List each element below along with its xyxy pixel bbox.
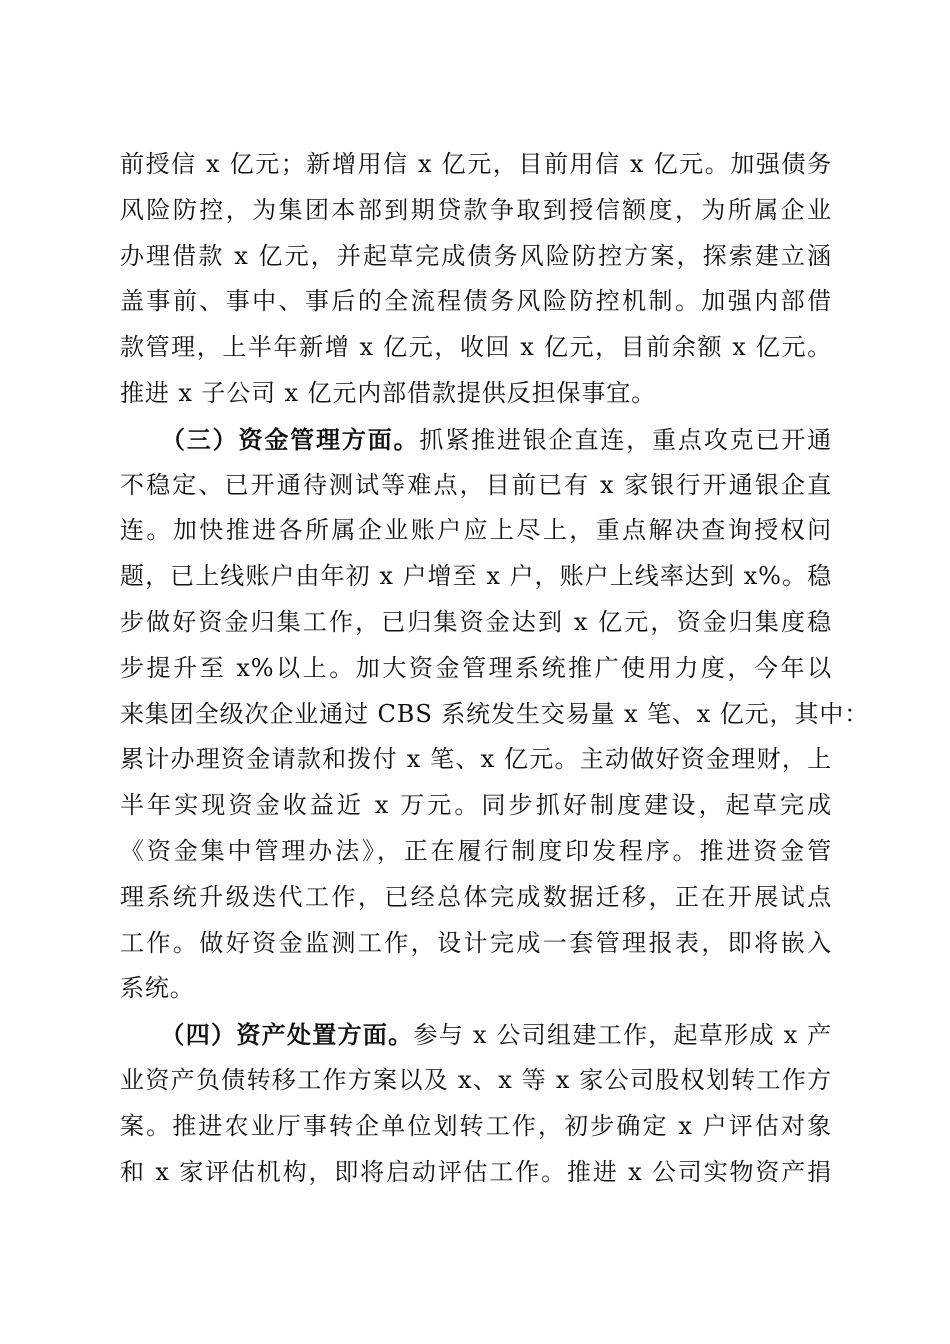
text-line: 不稳定、已开通待测试等难点，目前已有 x 家银行开通银企直	[120, 470, 832, 499]
text-line: 连。加快推进各所属企业账户应上尽上，重点解决查询授权问	[120, 516, 832, 545]
text-line: 《资金集中管理办法》，正在履行制度印发程序。推进资金管	[120, 836, 832, 865]
text-line: 步做好资金归集工作，已归集资金达到 x 亿元，资金归集度稳	[120, 607, 832, 636]
text-line: 理系统升级迭代工作，已经总体完成数据迁移，正在开展试点	[120, 882, 832, 911]
text-line: 风险防控，为集团本部到期贷款争取到授信额度，为所属企业	[120, 195, 832, 224]
text-line: 盖事前、事中、事后的全流程债务风险防控机制。加强内部借	[120, 287, 832, 316]
paragraph-asset-disposal	[120, 1012, 832, 1195]
paragraph-debt-risk	[120, 142, 832, 417]
text-line: 推进 x 子公司 x 亿元内部借款提供反担保事宜。	[120, 378, 657, 407]
text-line: 和 x 家评估机构，即将启动评估工作。推进 x 公司实物资产捐	[120, 1157, 832, 1186]
section-heading: （四）资产处置方面。	[160, 1020, 414, 1050]
paragraph-fund-management	[120, 417, 870, 1012]
section-first-line	[120, 417, 832, 463]
text-line: 案。推进农业厅事转企单位划转工作，初步确定 x 户评估对象	[120, 1111, 832, 1140]
text-line: 半年实现资金收益近 x 万元。同步抓好制度建设，起草完成	[120, 791, 832, 820]
text-line: 系统。	[120, 974, 195, 1003]
document-body	[120, 142, 870, 1195]
text-line: 来集团全级次企业通过 CBS 系统发生交易量 x 笔、x 亿元，其中：	[120, 699, 870, 728]
text-line: 业资产负债转移工作方案以及 x、x 等 x 家公司股权划转工作方	[120, 1065, 832, 1094]
text-line: 办理借款 x 亿元，并起草完成债务风险防控方案，探索建立涵	[120, 241, 832, 270]
text-line: 题，已上线账户由年初 x 户增至 x 户，账户上线率达到 x%。稳	[120, 562, 832, 591]
section-first-line	[120, 1012, 832, 1058]
text-line: 工作。做好资金监测工作，设计完成一套管理报表，即将嵌入	[120, 928, 832, 957]
section-heading: （三）资金管理方面。	[160, 424, 420, 454]
text-line: 步提升至 x%以上。加大资金管理系统推广使用力度，今年以	[120, 653, 832, 682]
text-line: 累计办理资金请款和拨付 x 笔、x 亿元。主动做好资金理财，上	[120, 745, 832, 774]
text-fragment: 抓紧推进银企直连，重点攻克已开通	[419, 425, 832, 454]
text-line: 款管理，上半年新增 x 亿元，收回 x 亿元，目前余额 x 亿元。	[120, 333, 832, 362]
text-line: 前授信 x 亿元；新增用信 x 亿元，目前用信 x 亿元。加强债务	[120, 150, 832, 178]
text-fragment: 参与 x 公司组建工作，起草形成 x 产	[413, 1021, 832, 1050]
